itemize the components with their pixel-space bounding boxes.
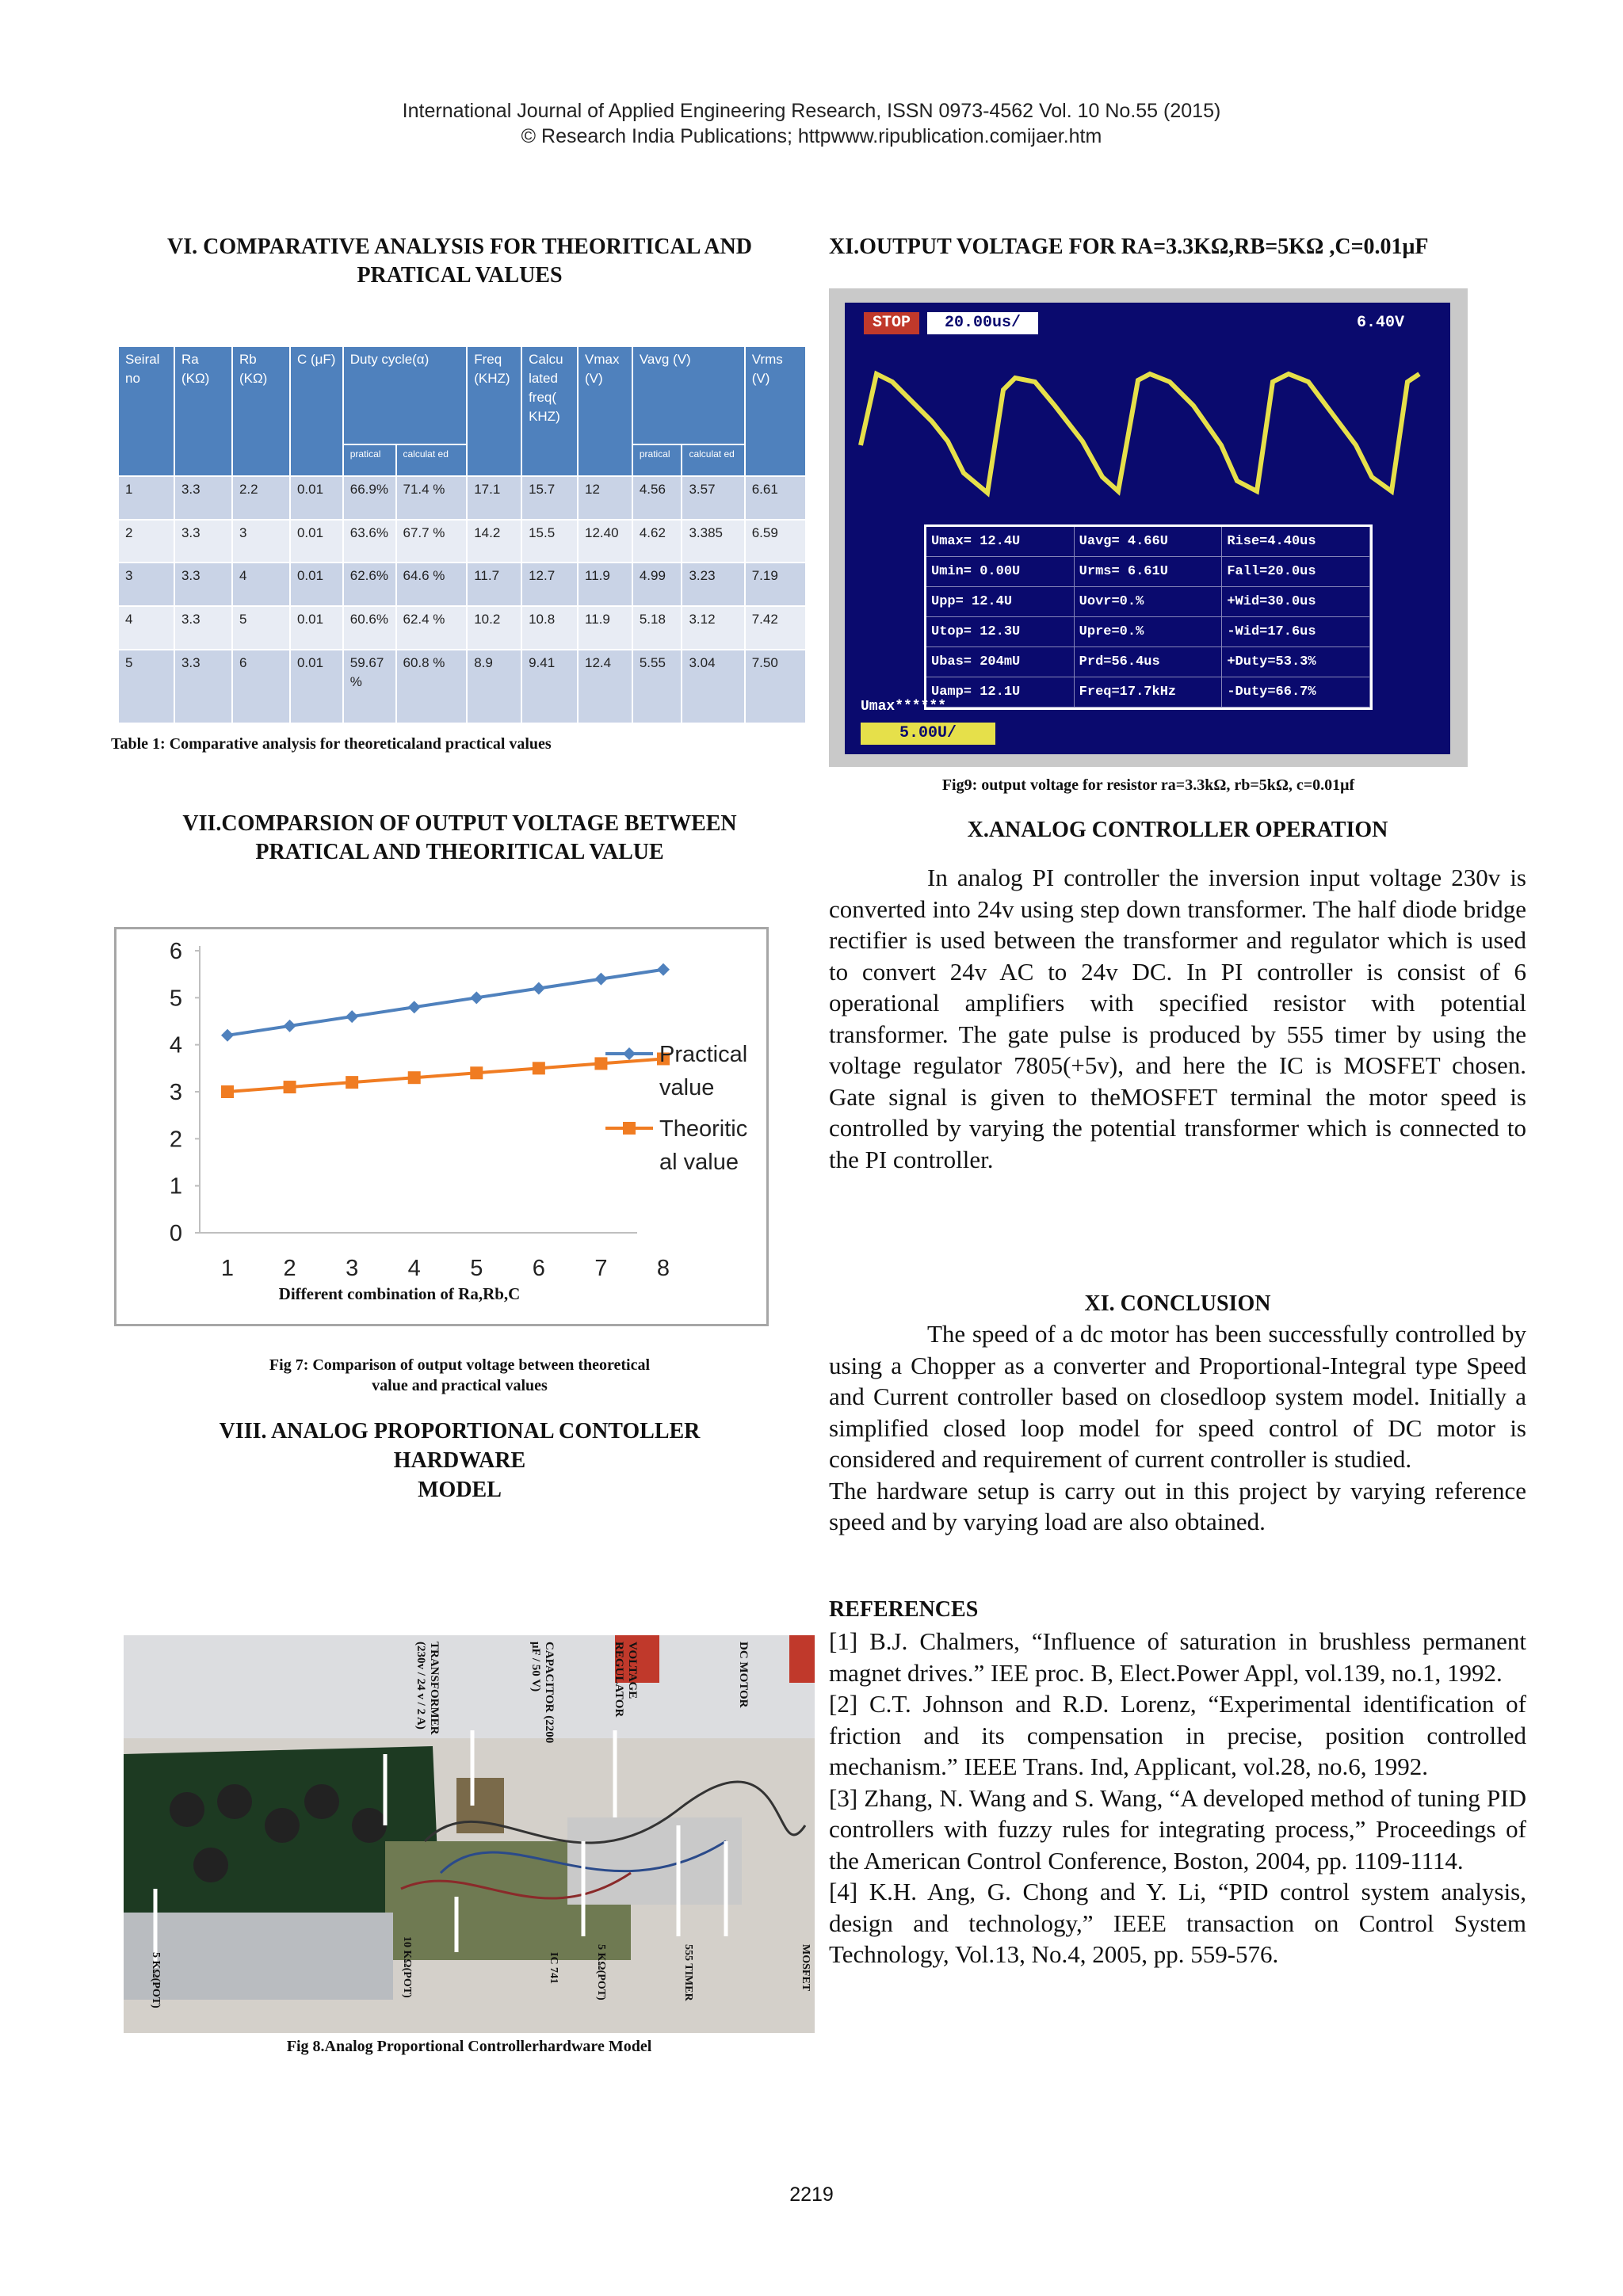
- x-axis-label: Different combination of Ra,Rb,C: [278, 1284, 521, 1303]
- scope-measurement-cell: +Duty=53.3%: [1222, 647, 1370, 677]
- legend-label: value: [659, 1075, 715, 1100]
- table-header: Vrms (V): [745, 346, 806, 476]
- x-tick-label: 2: [283, 1256, 296, 1281]
- scope-measurement-cell: Freq=17.7kHz: [1075, 677, 1223, 707]
- scope-bottom-label: Umax******: [861, 699, 947, 715]
- table-subheader: pratical: [343, 444, 396, 476]
- data-point: [408, 1071, 421, 1084]
- scope-measurement-cell: -Wid=17.6us: [1222, 617, 1370, 646]
- label-transformer: TRANSFORMER (230v / 24 v / 2 A): [414, 1642, 441, 1735]
- table-header: Rb (KΩ): [232, 346, 290, 476]
- scope-measurement-cell: Upp= 12.4U: [926, 587, 1075, 616]
- label-555-timer: 555 TIMER: [682, 1944, 694, 2001]
- label-mosfet: MOSFET: [800, 1944, 812, 1992]
- label-ic741: IC 741: [548, 1952, 559, 1985]
- references-title: REFERENCES: [829, 1597, 979, 1622]
- data-point: [533, 1062, 545, 1074]
- hardware-photo: [124, 1635, 815, 2033]
- reference-item: [4] K.H. Ang, G. Chong and Y. Li, “PID control system analysis, design and technology,” IEEE transaction on Control System Technology, Vol.13, No.4, 2005, pp. 559-576.: [829, 1878, 1526, 1968]
- legend-marker: [623, 1122, 636, 1135]
- table-row: 1 3.3 2.2 0.01 66.9% 71.4 % 17.1 15.7 12 4.56 3.57 6.61: [118, 476, 806, 520]
- table-subheader: calculat ed: [682, 444, 744, 476]
- scope-measurement-row: [926, 557, 1370, 587]
- x-tick-label: 1: [220, 1256, 235, 1281]
- section-8-title: VIII. ANALOG PROPORTIONAL CONTOLLER HARDWARE MODEL: [219, 1419, 701, 1502]
- scope-measurement-cell: Umax= 12.4U: [926, 527, 1075, 556]
- section-7-title: VII.COMPARSION OF OUTPUT VOLTAGE BETWEEN PRATICAL AND THEORITICAL VALUE: [182, 811, 737, 864]
- label-voltage-regulator: VOLTAGE REGULATOR: [613, 1642, 639, 1718]
- label-dc-motor: DC MOTOR: [737, 1642, 750, 1708]
- table-subheader: pratical: [632, 444, 682, 476]
- scope-measurement-row: [926, 617, 1370, 647]
- journal-header: [0, 98, 1623, 149]
- table-header: Seiral no: [118, 346, 174, 476]
- scope-screen: [845, 303, 1450, 754]
- y-tick-label: 5: [169, 986, 183, 1012]
- scope-measurement-cell: Ubas= 204mU: [926, 647, 1075, 677]
- fig9-caption: Fig9: output voltage for resistor ra=3.3kΩ, rb=5kΩ, c=0.01μf: [941, 776, 1355, 794]
- fig7-caption: Fig 7: Comparison of output voltage between theoretical value and practical values: [269, 1356, 651, 1394]
- scope-measurement-cell: Umin= 0.00U: [926, 557, 1075, 586]
- y-tick-label: 2: [169, 1127, 183, 1153]
- output-voltage-section-title: XI.OUTPUT VOLTAGE FOR RA=3.3KΩ,RB=5KΩ ,C=0.01μF: [829, 235, 1429, 259]
- scope-measurement-row: [926, 647, 1370, 677]
- x-tick-label: 5: [470, 1256, 483, 1281]
- table-header: Vmax (V): [578, 346, 632, 476]
- scope-volts: 6.40V: [1357, 314, 1405, 332]
- label-5k-pot-left: 5 KΩ(POT): [150, 1952, 162, 2008]
- scope-measurement-cell: Fall=20.0us: [1222, 557, 1370, 586]
- label-5k-pot-right: 5 KΩ(POT): [595, 1944, 607, 2000]
- oscilloscope-photo: [829, 288, 1468, 767]
- label-10k-pot: 10 KΩ(POT): [401, 1936, 413, 1998]
- scope-measurements: [924, 524, 1373, 710]
- section-10-body: In analog PI controller the inversion input voltage 230v is converted into 24v using step down transformer. The half diode bridge rectifier is used between the transformer and regulator which is used to convert 24v AC to 24v DC. In PI controller is consist of 6 operational amplifiers with specified resistor with potential transformer. The gate pulse is produced by 555 timer by using the voltage regulator 7805(+5v), and here the IC is MOSFET chosen. Gate signal is given to theMOSFET terminal the motor speed is controlled by varying the potential transformer which is connected to the PI controller.: [829, 864, 1526, 1173]
- scope-measurement-cell: Urms= 6.61U: [1075, 557, 1223, 586]
- scope-measurement-row: [926, 587, 1370, 617]
- scope-timebase: 20.00us/: [927, 312, 1038, 334]
- reference-item: [3] Zhang, N. Wang and S. Wang, “A developed method of tuning PID controllers with fuzzy rules for integrating process,” Proceedings of the American Control Conference, Boston, 2004, pp. 1109-1114.: [829, 1783, 1526, 1875]
- table-row: 4 3.3 5 0.01 60.6% 62.4 % 10.2 10.8 11.9 5.18 3.12 7.42: [118, 606, 806, 650]
- legend-label: Theoritic: [659, 1116, 748, 1142]
- table-header: Vavg (V): [632, 346, 745, 444]
- scope-scale: 5.00U/: [861, 723, 995, 745]
- legend-label: Practical: [659, 1042, 748, 1067]
- scope-stop-badge: STOP: [864, 312, 919, 334]
- label-capacitor: CAPACITOR (2200 μF / 50 V): [529, 1642, 556, 1744]
- x-tick-label: 8: [656, 1256, 670, 1281]
- table-header: Duty cycle(α): [343, 346, 467, 444]
- reference-item: [2] C.T. Johnson and R.D. Lorenz, “Experimental identification of friction and its compensation in precise, position controlled mechanism.” IEEE Trans. Ind, Applicant, vol.28, no.6, 1992.: [829, 1690, 1526, 1780]
- y-tick-label: 4: [169, 1032, 183, 1058]
- reference-item: [1] B.J. Chalmers, “Influence of saturation in brushless permanent magnet drives.” IEE proc. B, Elect.Power Appl, vol.139, no.1, 1992.: [829, 1627, 1526, 1687]
- data-point: [221, 1085, 234, 1098]
- section-10-title: X.ANALOG CONTROLLER OPERATION: [967, 818, 1388, 842]
- scope-measurement-cell: Rise=4.40us: [1222, 527, 1370, 556]
- page-number: 2219: [789, 2183, 834, 2206]
- voltage-comparison-chart: [114, 927, 769, 1326]
- scope-measurement-cell: Utop= 12.3U: [926, 617, 1075, 646]
- table-header: C (μF): [290, 346, 343, 476]
- conclusion-title: XI. CONCLUSION: [1084, 1291, 1271, 1316]
- x-tick-label: 7: [594, 1256, 608, 1281]
- scope-measurement-cell: +Wid=30.0us: [1222, 587, 1370, 616]
- journal-header-line2: © Research India Publications; httpwww.ripublication.comijaer.htm: [521, 125, 1102, 147]
- journal-header-line1: International Journal of Applied Engineering Research, ISSN 0973-4562 Vol. 10 No.55 (2015): [402, 100, 1221, 122]
- conclusion-body: The speed of a dc motor has been successfully controlled by using a Chopper as a converter and Proportional-Integral type Speed and Current controller based on closedloop system model. Initially a simplified closed loop model for speed control of DC motor is considered and requirement of current controller is studied. The hardware setup is carry out in this project by varying reference speed and by varying load are also obtained.: [829, 1320, 1526, 1535]
- scope-measurement-cell: -Duty=66.7%: [1222, 677, 1370, 707]
- table-header: Ra (KΩ): [174, 346, 232, 476]
- scope-measurement-cell: Uamp= 12.1U: [926, 677, 1075, 707]
- comparison-table: [117, 345, 807, 724]
- section-6-title: VI. COMPARATIVE ANALYSIS FOR THEORITICAL AND PRATICAL VALUES: [167, 235, 752, 288]
- data-point: [594, 1057, 607, 1070]
- table-caption: Table 1: Comparative analysis for theoreticaland practical values: [111, 735, 552, 753]
- table-header: Freq (KHZ): [467, 346, 521, 476]
- legend-label: al value: [659, 1150, 739, 1175]
- table-subheader: calculat ed: [396, 444, 468, 476]
- y-tick-label: 0: [169, 1221, 183, 1246]
- y-tick-label: 6: [169, 939, 183, 964]
- y-tick-label: 1: [169, 1173, 183, 1199]
- x-tick-label: 4: [407, 1256, 421, 1281]
- scope-measurement-cell: Upre=0.%: [1075, 617, 1223, 646]
- scope-measurement-cell: Prd=56.4us: [1075, 647, 1223, 677]
- references-list: [829, 1626, 1526, 1970]
- table-header: Calcu lated freq( KHZ): [521, 346, 578, 476]
- data-point: [470, 1066, 483, 1079]
- fig8-caption: Fig 8.Analog Proportional Controllerhardware Model: [286, 2038, 652, 2055]
- y-tick-label: 3: [169, 1080, 183, 1105]
- scope-measurement-row: [926, 677, 1370, 707]
- table-row: 3 3.3 4 0.01 62.6% 64.6 % 11.7 12.7 11.9 4.99 3.23 7.19: [118, 563, 806, 606]
- table-row: 5 3.3 6 0.01 59.67 % 60.8 % 8.9 9.41 12.4 5.55 3.04 7.50: [118, 650, 806, 723]
- scope-measurement-cell: Uavg= 4.66U: [1075, 527, 1223, 556]
- x-tick-label: 3: [346, 1256, 359, 1281]
- table-row: 2 3.3 3 0.01 63.6% 67.7 % 14.2 15.5 12.40 4.62 3.385 6.59: [118, 520, 806, 563]
- scope-measurement-cell: Uovr=0.%: [1075, 587, 1223, 616]
- scope-measurement-row: [926, 527, 1370, 557]
- x-tick-label: 6: [532, 1256, 545, 1281]
- data-point: [346, 1076, 358, 1089]
- data-point: [284, 1081, 296, 1093]
